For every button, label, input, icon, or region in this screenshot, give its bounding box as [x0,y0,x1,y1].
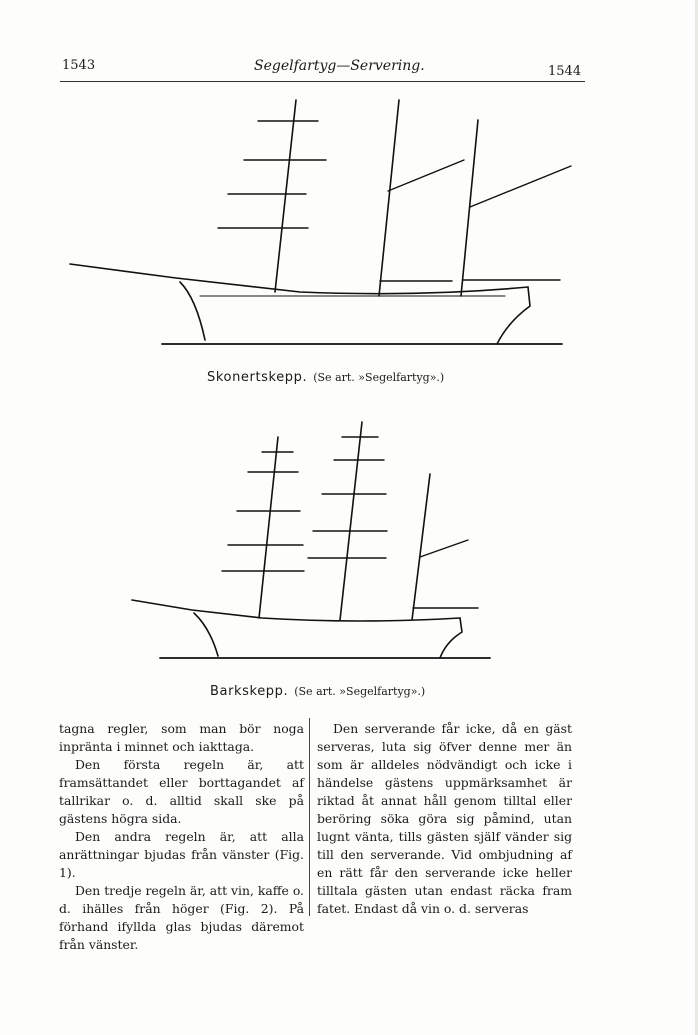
paragraph: Den tredje regeln är, att vin, kaffe o. d. ihälles från höger (Fig. 2). På förhand ifyllda glas bjudas däremot från vänster. [59,883,304,952]
mizzenmast [461,120,478,296]
figure-name: Barkskepp. [210,684,289,699]
figure-caption-schooner [207,370,444,385]
paragraph: Den serverande får icke, då en gäst serveras, luta sig öfver denne mer än som är alldeles nödvändigt och icke i händelse gästens uppmärksamhet är riktad åt annat håll genom tilltal eller beröring söka göra sig påmind, utan lugnt vänta, tills gästen själf vänder sig till den serverande. Vid ombjudning af en rätt får den serverande icke heller tilltala gästen utan endast räcka fram fatet. Endast då vin o. d. serveras [317,721,572,916]
figure-caption-barque [210,684,425,699]
foremast [275,100,296,292]
page-number-right: 1544 [548,64,582,79]
schooner-illustration [0,0,698,380]
paragraph: tagna regler, som man bör noga inpränta i minnet och iakttaga. [59,721,304,754]
mainmast [340,422,362,620]
paragraph: Den första regeln är, att framsättandet eller borttagandet af tallrikar o. d. alltid skall ske på gästens högra sida. [59,757,304,826]
figure-name: Skonertskepp. [207,370,308,385]
foremast [259,437,278,618]
mizzenmast [412,474,430,620]
column-separator [309,718,310,916]
barque-illustration [0,400,698,690]
figure-reference: (Se art. »Segelfartyg».) [294,685,426,698]
mainmast [379,100,399,296]
text-column-left [59,720,304,954]
text-column-right [317,720,572,918]
hull-outline [132,600,462,658]
figure-reference: (Se art. »Segelfartyg».) [313,371,445,384]
running-title: Segelfartyg—Servering. [254,58,425,74]
paragraph: Den andra regeln är, att alla anrättningar bjudas från vänster (Fig. 1). [59,829,304,880]
hull-outline [70,264,530,344]
page-number-left: 1543 [62,58,96,73]
